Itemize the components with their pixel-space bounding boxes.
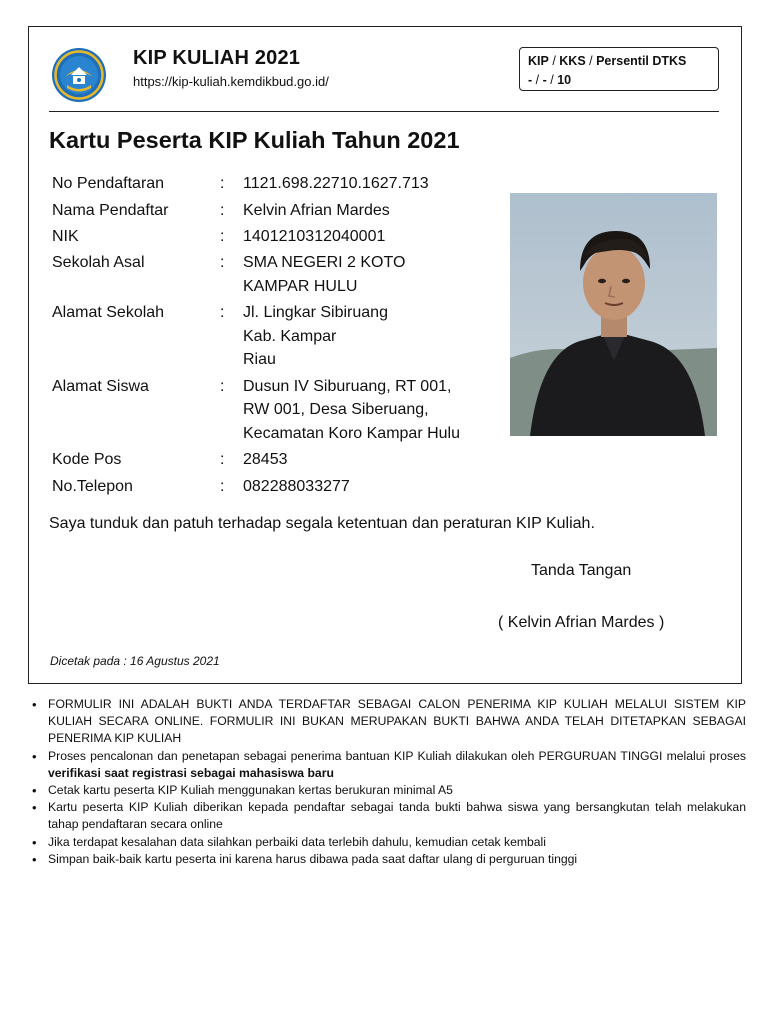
field-separator: : (220, 304, 225, 321)
printed-date: Dicetak pada : 16 Agustus 2021 (50, 654, 220, 668)
card-title: Kartu Peserta KIP Kuliah Tahun 2021 (49, 127, 460, 153)
field-value (243, 301, 492, 372)
note-text: Jika terdapat kesalahan data silahkan perbaiki data terlebih dahulu, kemudian cetak kembali (48, 834, 546, 849)
field-value-line: 1121.698.22710.1627.713 (243, 175, 429, 192)
field-label: Nama Pendaftar (52, 201, 169, 219)
field-value (243, 448, 492, 472)
field-value-line: 082288033277 (243, 477, 350, 495)
field-value (243, 199, 492, 223)
kks-value: - (542, 73, 547, 87)
header-title: KIP KULIAH 2021 (133, 47, 301, 69)
field-value (243, 225, 492, 249)
field-row (52, 225, 492, 251)
note-item (30, 851, 746, 868)
note-text: Proses pencalonan dan penetapan sebagai penerima bantuan KIP Kuliah dilakukan oleh PERGURUAN TINGGI melalui proses (48, 748, 746, 763)
field-value (243, 475, 492, 499)
portrait-illustration (510, 193, 717, 436)
kemdikbud-logo-icon (51, 47, 107, 103)
signature-label: Tanda Tangan (531, 562, 632, 579)
note-item (30, 696, 746, 748)
participant-photo (510, 193, 717, 436)
field-row (52, 199, 492, 226)
field-value-line: 28453 (243, 450, 288, 468)
note-emphasis: verifikasi saat registrasi sebagai mahasiswa baru (48, 765, 334, 780)
field-value (243, 251, 492, 298)
field-row (52, 172, 492, 199)
field-value-line: KAMPAR HULU (243, 277, 358, 295)
field-separator: : (220, 228, 225, 245)
note-text: FORMULIR INI ADALAH BUKTI ANDA TERDAFTAR SEBAGAI CALON PENERIMA KIP KULIAH MELALUI SISTEM KIP KULIAH SECARA ONLINE. FORMULIR INI BUKAN MERUPAKAN BUKTI BAHWA ANDA TELAH DITETAPKAN SEBAGAI PENERIMA KIP KULIAH (48, 697, 746, 746)
field-separator: : (220, 254, 225, 271)
kip-box-labels (528, 52, 710, 71)
field-value-line: 1401210312040001 (243, 228, 386, 245)
field-value-line: Jl. Lingkar Sibiruang (243, 304, 388, 321)
field-row (52, 375, 492, 448)
field-label: Sekolah Asal (52, 254, 145, 271)
kip-label: KIP (528, 54, 549, 68)
field-label: Alamat Sekolah (52, 304, 165, 321)
dtks-value: 10 (557, 73, 572, 87)
field-value-line: Dusun IV Siburuang, RT 001, (243, 377, 452, 395)
note-item (30, 834, 746, 851)
slash: / (585, 54, 597, 68)
slash: / (532, 73, 543, 87)
note-text: Simpan baik-baik kartu peserta ini karena harus dibawa pada saat daftar ulang di perguruan tinggi (48, 851, 578, 866)
field-value-line: Kecamatan Koro Kampar Hulu (243, 424, 460, 442)
kip-box-values (528, 71, 710, 90)
field-row (52, 251, 492, 301)
header-divider (49, 111, 719, 112)
note-item (30, 748, 746, 782)
kip-value: - (528, 73, 533, 87)
field-label: No Pendaftaran (52, 175, 165, 192)
field-separator: : (220, 175, 225, 192)
note-text: Cetak kartu peserta KIP Kuliah menggunakan kertas berukuran minimal A5 (48, 783, 453, 798)
field-separator: : (220, 201, 225, 219)
dtks-label: Persentil DTKS (596, 54, 687, 68)
header-url: https://kip-kuliah.kemdikbud.go.id/ (133, 74, 329, 89)
kks-label: KKS (559, 54, 586, 68)
field-row (52, 301, 492, 375)
note-item (30, 799, 746, 833)
notes-list (30, 696, 746, 868)
field-separator: : (220, 450, 225, 468)
note-item (30, 782, 746, 799)
slash: / (546, 73, 558, 87)
field-label: Alamat Siswa (52, 377, 149, 395)
field-separator: : (220, 477, 225, 495)
participant-fields (52, 172, 492, 501)
kip-kks-dtks-box (519, 47, 719, 91)
field-value (243, 172, 492, 196)
field-value-line: Riau (243, 351, 276, 368)
field-row (52, 448, 492, 475)
field-value-line: Kab. Kampar (243, 327, 337, 345)
slash: / (548, 54, 560, 68)
field-value-line: SMA NEGERI 2 KOTO (243, 254, 406, 271)
field-label: No.Telepon (52, 477, 133, 495)
participant-card (28, 26, 742, 684)
declaration-statement: Saya tunduk dan patuh terhadap segala ketentuan dan peraturan KIP Kuliah. (49, 515, 595, 532)
field-value-line: RW 001, Desa Siberuang, (243, 401, 429, 418)
field-value-line: Kelvin Afrian Mardes (243, 201, 390, 219)
signature-name: ( Kelvin Afrian Mardes ) (498, 614, 665, 631)
field-separator: : (220, 377, 225, 395)
note-text: Kartu peserta KIP Kuliah diberikan kepada pendaftar sebagai tanda bukti bahwa siswa yang bersangkutan telah melakukan tahap pendaftaran secara online (48, 800, 746, 832)
field-label: NIK (52, 228, 79, 245)
field-row (52, 475, 492, 501)
field-value (243, 375, 492, 446)
field-label: Kode Pos (52, 450, 122, 468)
